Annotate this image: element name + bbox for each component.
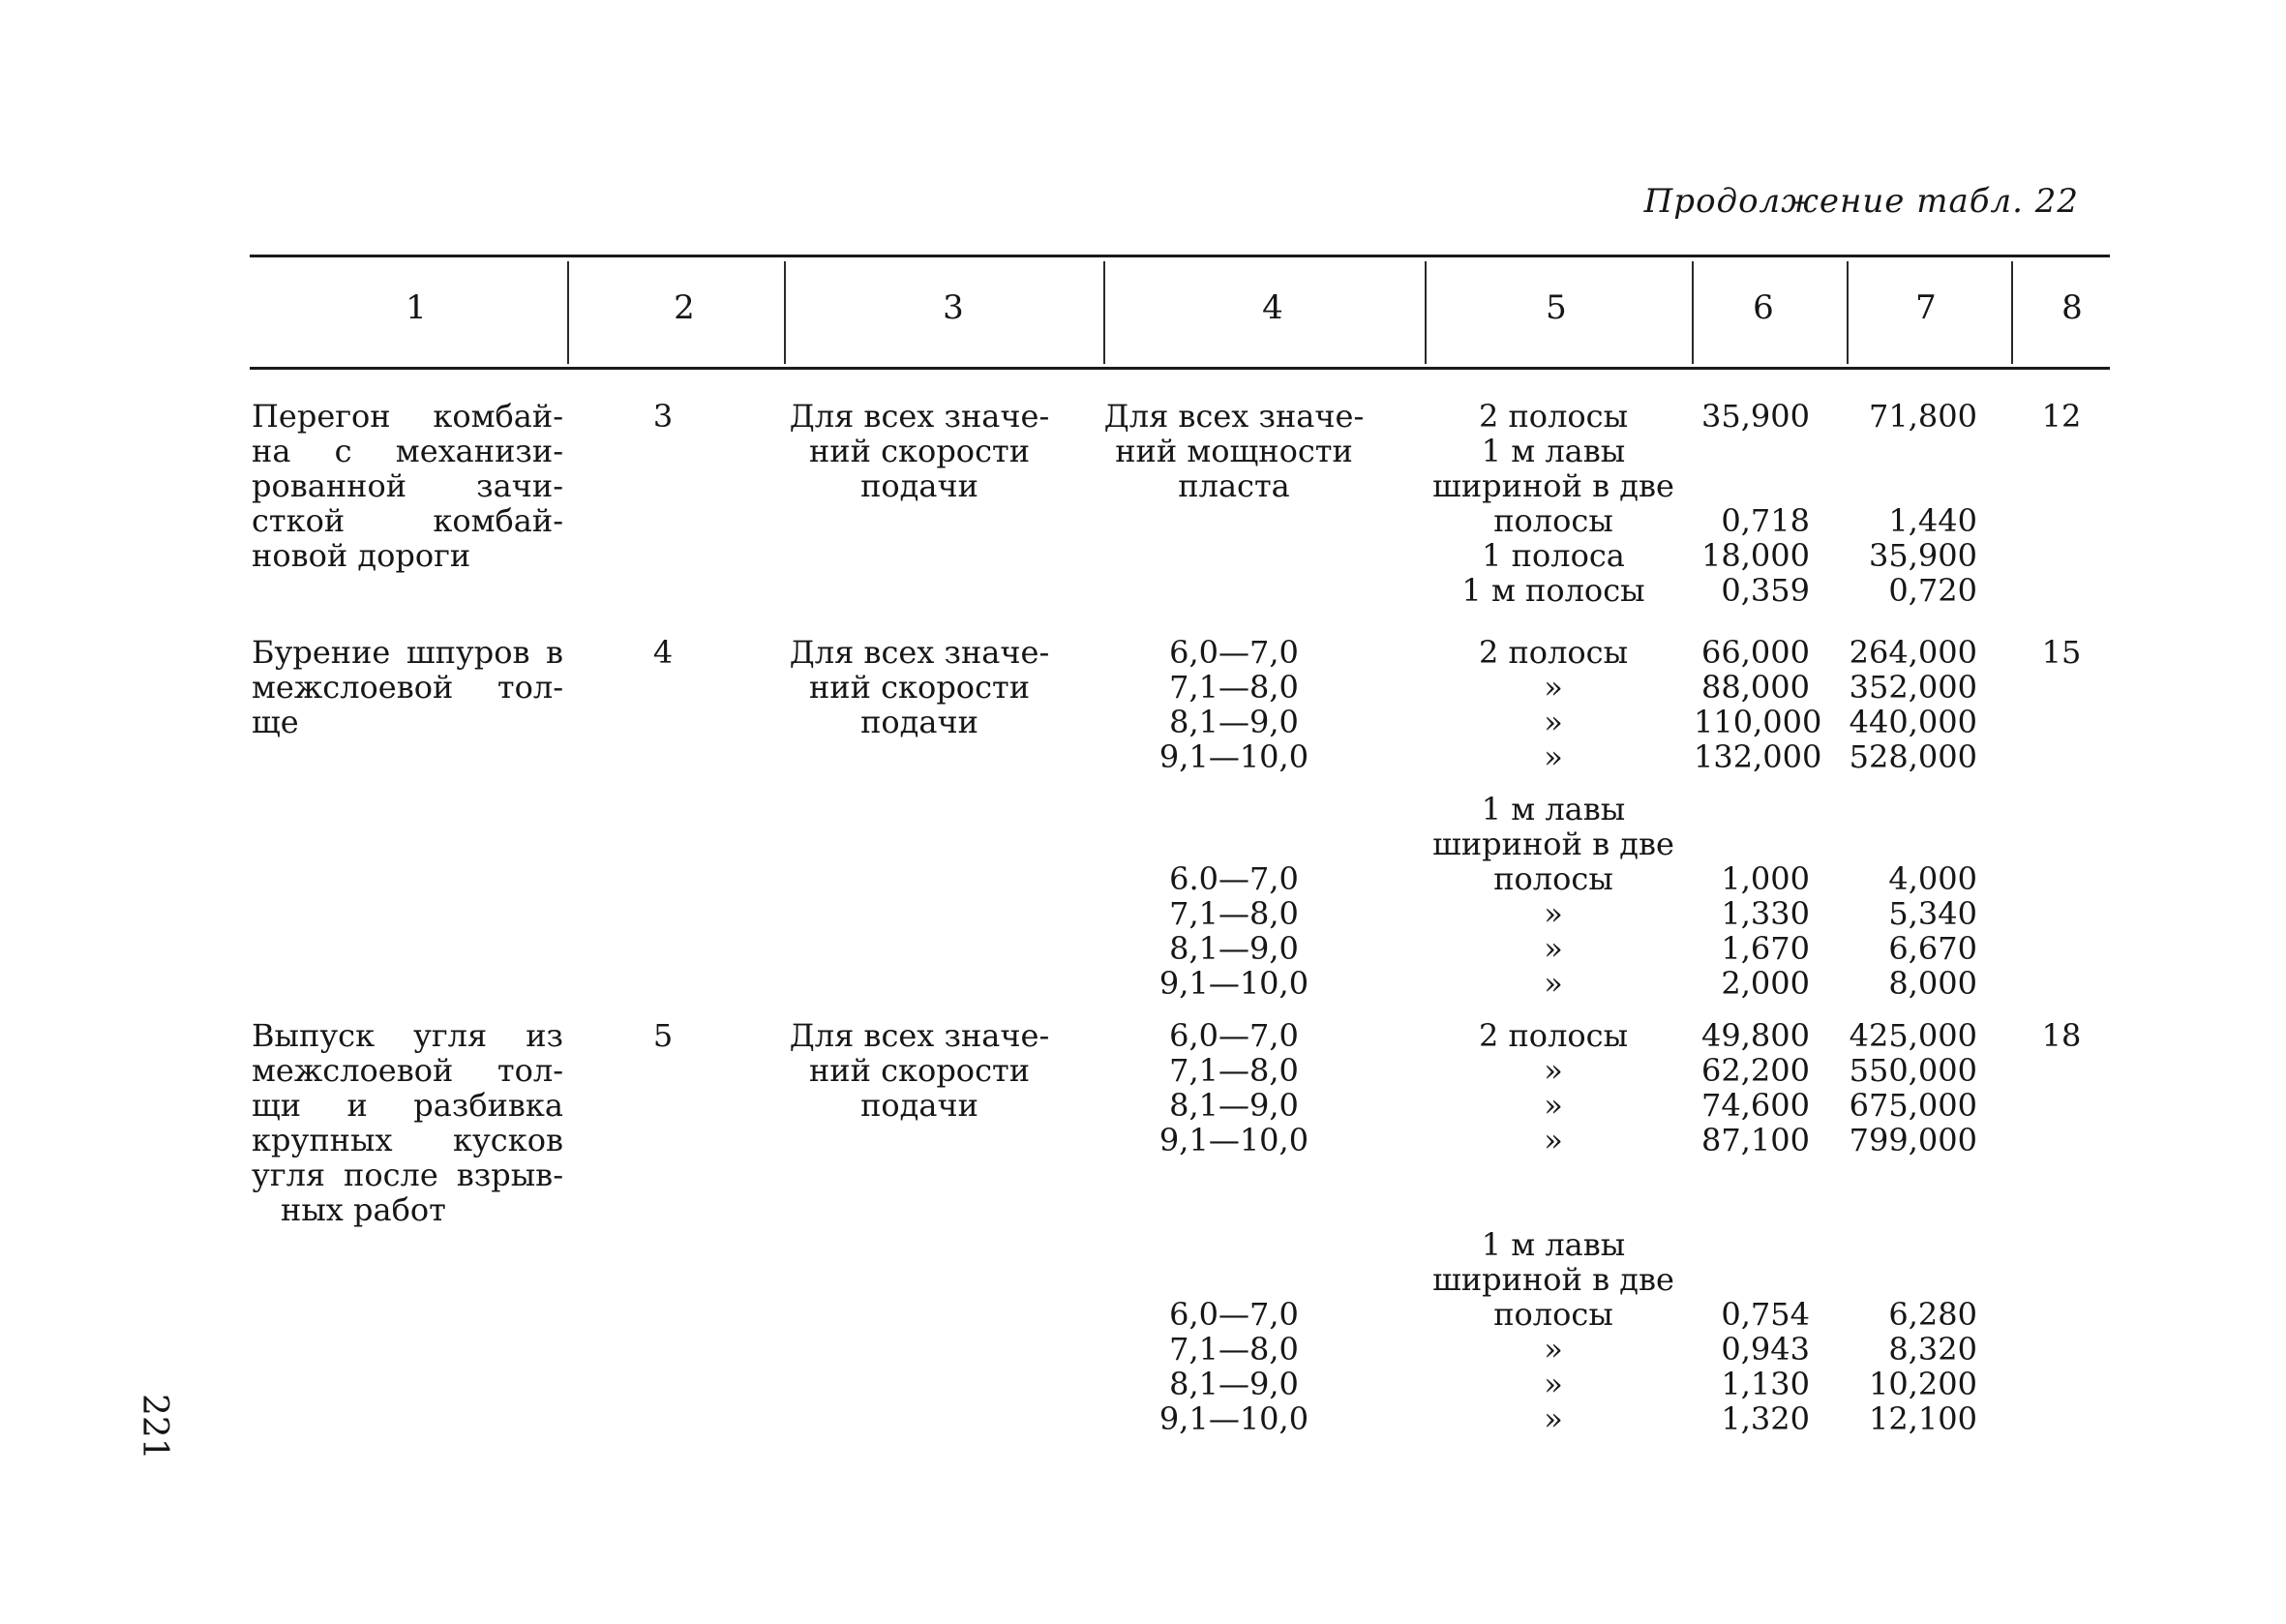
row-3-col6-b: 0,754 0,943 1,130 1,320 [1721,1296,1810,1437]
header-divider [1425,261,1427,364]
row-3-power-b: 6,0—7,0 7,1—8,0 8,1—9,0 9,1—10,0 [1158,1296,1309,1437]
row-3-operation: Выпуск угля из межслоевой тол- щи и разбивка крупных кусков угля после взрыв- ных работ [252,1017,563,1228]
table-top-rule [250,255,2110,257]
header-divider [1103,261,1105,364]
row-3-col6-a: 49,800 62,200 74,600 87,100 [1701,1017,1810,1158]
row-2-col8: 15 [2041,634,2082,671]
row-1-power: Для всех значе- ний мощности пласта [1103,398,1365,504]
row-3-power-a: 6,0—7,0 7,1—8,0 8,1—9,0 9,1—10,0 [1158,1017,1309,1158]
header-divider [784,261,786,364]
header-col-2: 2 [674,288,695,327]
header-divider [1692,261,1694,364]
row-1-operation: Перегон комбай- на с механизи- рованной зачи- сткой комбай- новой дороги [252,398,563,574]
page-number: 221 [135,1394,174,1460]
header-col-5: 5 [1546,288,1567,327]
row-2-col6-a: 66,000 88,000 110,000 132,000 [1694,634,1822,775]
row-1-number: 3 [652,398,674,435]
header-divider [2011,261,2013,364]
row-2-unit-a: 2 полосы » » » [1478,634,1629,775]
row-2-operation: Бурение шпуров в межслоевой тол- ще [252,634,563,740]
row-3-col7-b: 6,280 8,320 10,200 12,100 [1869,1296,1977,1437]
row-2-number: 4 [652,634,674,671]
row-2-power-a: 6,0—7,0 7,1—8,0 8,1—9,0 9,1—10,0 [1158,634,1309,775]
row-2-power-b: 6.0—7,0 7,1—8,0 8,1—9,0 9,1—10,0 [1158,860,1309,1002]
row-3-speed: Для всех значе- ний скорости подачи [789,1017,1050,1124]
row-1-unit: 2 полосы 1 м лавы шириной в две полосы 1 полоса 1 м полосы [1432,398,1674,609]
header-col-6: 6 [1753,288,1774,327]
row-2-col7-a: 264,000 352,000 440,000 528,000 [1849,634,1977,775]
header-col-8: 8 [2061,288,2083,327]
header-col-7: 7 [1915,288,1937,327]
header-col-3: 3 [943,288,964,327]
row-2-unit-b: 1 м лавы шириной в две полосы » » » [1432,791,1674,1002]
row-3-unit-b: 1 м лавы шириной в две полосы » » » [1432,1226,1674,1437]
row-3-unit-a: 2 полосы » » » [1478,1017,1629,1158]
header-divider [567,261,569,364]
row-2-speed: Для всех значе- ний скорости подачи [789,634,1050,740]
row-2-col7-b: 4,000 5,340 6,670 8,000 [1888,860,1977,1002]
row-3-col7-a: 425,000 550,000 675,000 799,000 [1849,1017,1977,1158]
row-3-col8: 18 [2041,1017,2082,1054]
header-col-4: 4 [1262,288,1283,327]
row-1-speed: Для всех значе- ний скорости подачи [789,398,1050,504]
row-1-col6: 35,900 0,718 18,000 0,359 [1701,398,1810,609]
row-3-number: 5 [652,1017,674,1054]
row-1-col8: 12 [2041,398,2082,435]
header-divider [1847,261,1849,364]
row-1-col7: 71,800 1,440 35,900 0,720 [1869,398,1977,609]
table-caption: Продолжение табл. 22 [1643,182,2079,221]
header-bottom-rule [250,367,2110,370]
header-col-1: 1 [406,288,427,327]
row-2-col6-b: 1,000 1,330 1,670 2,000 [1721,860,1810,1002]
